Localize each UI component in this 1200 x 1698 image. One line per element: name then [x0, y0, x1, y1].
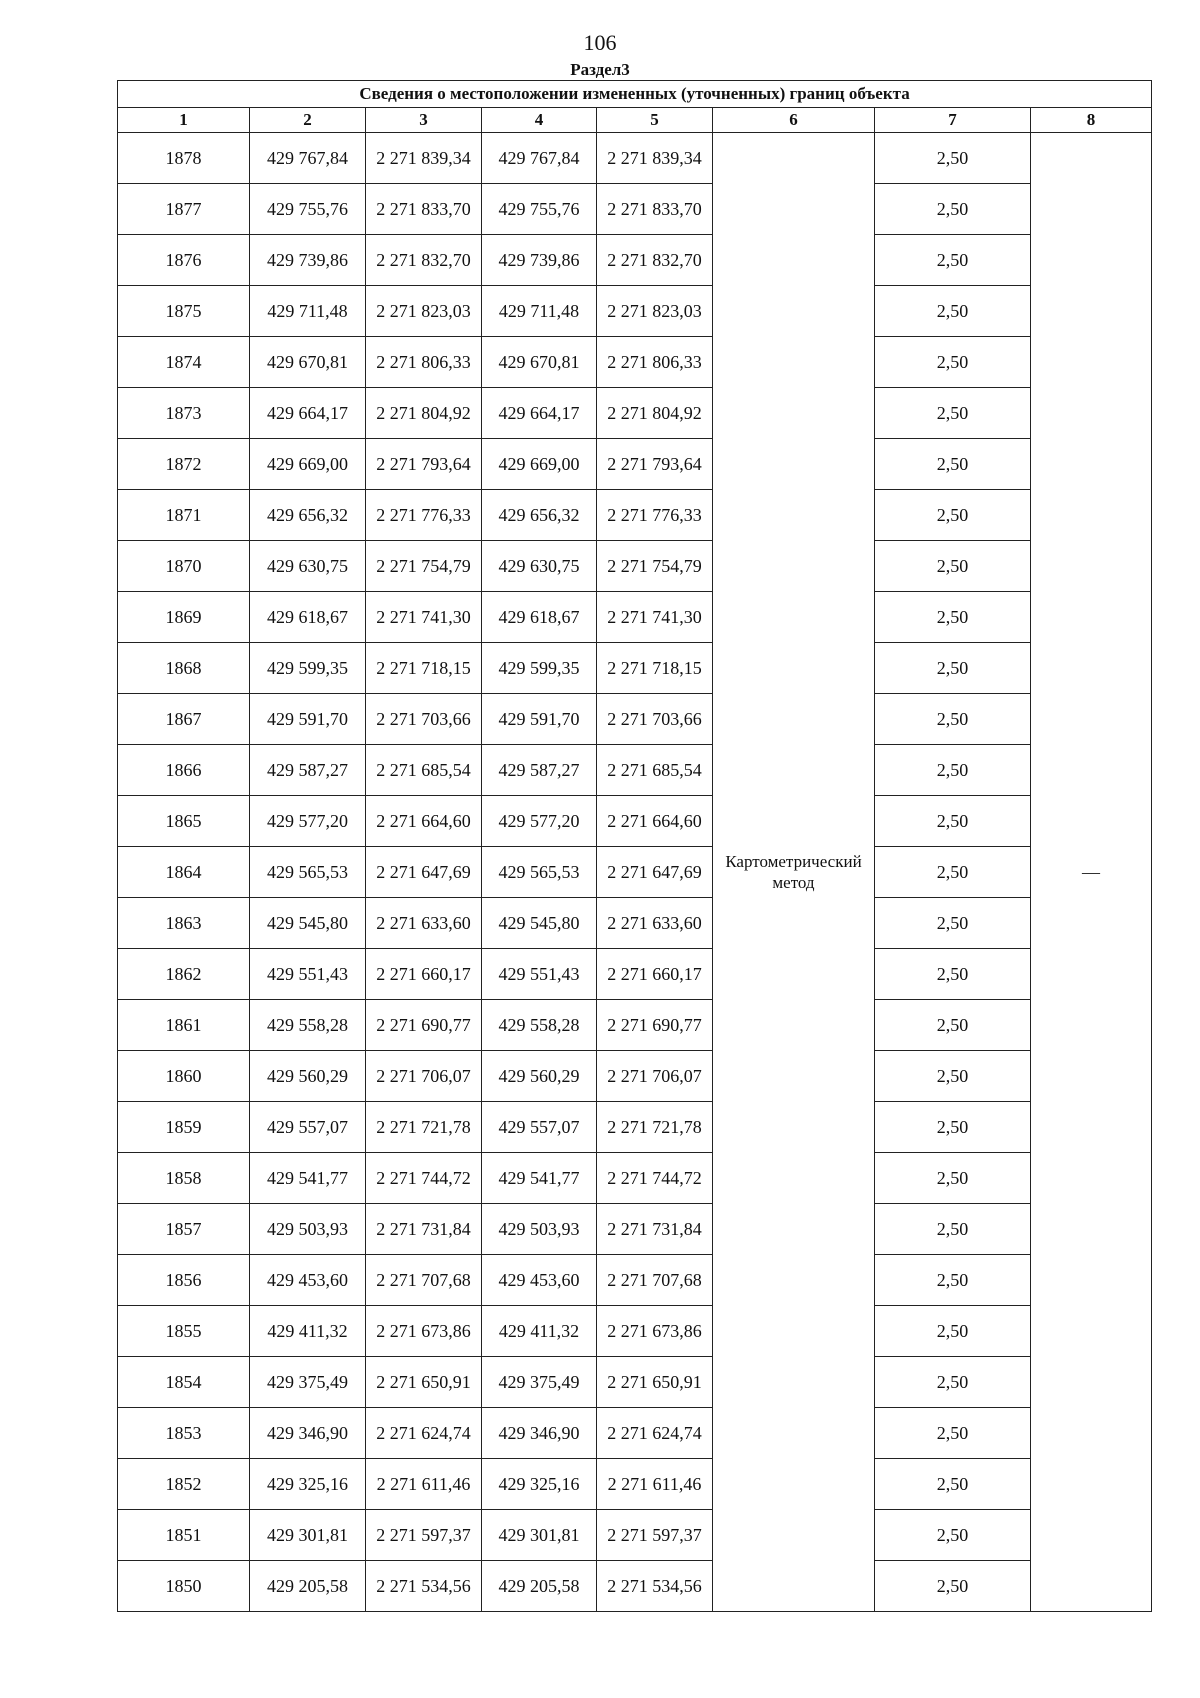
- point-number-cell: 1878: [118, 133, 250, 184]
- y-coordinate-cell: 2 271 647,69: [366, 847, 482, 898]
- table-row: [118, 949, 1152, 1000]
- y-coordinate-cell: 2 271 718,15: [366, 643, 482, 694]
- x-coordinate-cell: 429 767,84: [482, 133, 597, 184]
- table-row: [118, 439, 1152, 490]
- accuracy-cell: 2,50: [875, 1357, 1031, 1408]
- y-coordinate-cell: 2 271 624,74: [597, 1408, 713, 1459]
- accuracy-cell: 2,50: [875, 847, 1031, 898]
- point-number-cell: 1854: [118, 1357, 250, 1408]
- accuracy-cell: 2,50: [875, 1102, 1031, 1153]
- y-coordinate-cell: 2 271 741,30: [366, 592, 482, 643]
- y-coordinate-cell: 2 271 650,91: [597, 1357, 713, 1408]
- accuracy-cell: 2,50: [875, 1051, 1031, 1102]
- accuracy-cell: 2,50: [875, 541, 1031, 592]
- point-number-cell: 1872: [118, 439, 250, 490]
- x-coordinate-cell: 429 453,60: [482, 1255, 597, 1306]
- y-coordinate-cell: 2 271 534,56: [597, 1561, 713, 1612]
- y-coordinate-cell: 2 271 731,84: [366, 1204, 482, 1255]
- y-coordinate-cell: 2 271 664,60: [366, 796, 482, 847]
- accuracy-cell: 2,50: [875, 796, 1031, 847]
- x-coordinate-cell: 429 591,70: [482, 694, 597, 745]
- x-coordinate-cell: 429 346,90: [250, 1408, 366, 1459]
- accuracy-cell: 2,50: [875, 388, 1031, 439]
- accuracy-cell: 2,50: [875, 643, 1031, 694]
- table-caption-row: [118, 81, 1152, 108]
- x-coordinate-cell: 429 755,76: [250, 184, 366, 235]
- accuracy-cell: 2,50: [875, 235, 1031, 286]
- y-coordinate-cell: 2 271 690,77: [366, 1000, 482, 1051]
- table-row: [118, 745, 1152, 796]
- x-coordinate-cell: 429 325,16: [250, 1459, 366, 1510]
- point-number-cell: 1865: [118, 796, 250, 847]
- x-coordinate-cell: 429 618,67: [482, 592, 597, 643]
- x-coordinate-cell: 429 587,27: [250, 745, 366, 796]
- point-number-cell: 1855: [118, 1306, 250, 1357]
- y-coordinate-cell: 2 271 754,79: [366, 541, 482, 592]
- y-coordinate-cell: 2 271 823,03: [366, 286, 482, 337]
- x-coordinate-cell: 429 541,77: [482, 1153, 597, 1204]
- x-coordinate-cell: 429 767,84: [250, 133, 366, 184]
- point-number-cell: 1870: [118, 541, 250, 592]
- table-row: [118, 1102, 1152, 1153]
- point-number-cell: 1868: [118, 643, 250, 694]
- y-coordinate-cell: 2 271 673,86: [366, 1306, 482, 1357]
- table-row: [118, 643, 1152, 694]
- point-number-cell: 1875: [118, 286, 250, 337]
- y-coordinate-cell: 2 271 839,34: [366, 133, 482, 184]
- y-coordinate-cell: 2 271 707,68: [366, 1255, 482, 1306]
- y-coordinate-cell: 2 271 660,17: [366, 949, 482, 1000]
- y-coordinate-cell: 2 271 690,77: [597, 1000, 713, 1051]
- x-coordinate-cell: 429 205,58: [482, 1561, 597, 1612]
- x-coordinate-cell: 429 656,32: [482, 490, 597, 541]
- y-coordinate-cell: 2 271 793,64: [366, 439, 482, 490]
- x-coordinate-cell: 429 565,53: [250, 847, 366, 898]
- y-coordinate-cell: 2 271 597,37: [597, 1510, 713, 1561]
- x-coordinate-cell: 429 301,81: [250, 1510, 366, 1561]
- x-coordinate-cell: 429 551,43: [250, 949, 366, 1000]
- y-coordinate-cell: 2 271 721,78: [597, 1102, 713, 1153]
- table-row: [118, 337, 1152, 388]
- column-number: 8: [1031, 108, 1152, 133]
- table-row: [118, 133, 1152, 184]
- y-coordinate-cell: 2 271 624,74: [366, 1408, 482, 1459]
- y-coordinate-cell: 2 271 804,92: [597, 388, 713, 439]
- x-coordinate-cell: 429 577,20: [250, 796, 366, 847]
- table-row: [118, 898, 1152, 949]
- x-coordinate-cell: 429 375,49: [482, 1357, 597, 1408]
- column-number-row: [118, 108, 1152, 133]
- point-number-cell: 1861: [118, 1000, 250, 1051]
- y-coordinate-cell: 2 271 744,72: [597, 1153, 713, 1204]
- x-coordinate-cell: 429 669,00: [250, 439, 366, 490]
- method-cell: Картометрический метод: [713, 133, 875, 1612]
- y-coordinate-cell: 2 271 597,37: [366, 1510, 482, 1561]
- y-coordinate-cell: 2 271 806,33: [366, 337, 482, 388]
- y-coordinate-cell: 2 271 832,70: [366, 235, 482, 286]
- y-coordinate-cell: 2 271 706,07: [366, 1051, 482, 1102]
- table-row: [118, 541, 1152, 592]
- accuracy-cell: 2,50: [875, 490, 1031, 541]
- x-coordinate-cell: 429 577,20: [482, 796, 597, 847]
- column-number: 1: [118, 108, 250, 133]
- y-coordinate-cell: 2 271 664,60: [597, 796, 713, 847]
- point-number-cell: 1858: [118, 1153, 250, 1204]
- accuracy-cell: 2,50: [875, 1153, 1031, 1204]
- y-coordinate-cell: 2 271 806,33: [597, 337, 713, 388]
- x-coordinate-cell: 429 664,17: [250, 388, 366, 439]
- x-coordinate-cell: 429 346,90: [482, 1408, 597, 1459]
- table-caption: Сведения о местоположении измененных (уточненных) границ объекта: [118, 81, 1152, 108]
- y-coordinate-cell: 2 271 744,72: [366, 1153, 482, 1204]
- y-coordinate-cell: 2 271 650,91: [366, 1357, 482, 1408]
- x-coordinate-cell: 429 375,49: [250, 1357, 366, 1408]
- x-coordinate-cell: 429 755,76: [482, 184, 597, 235]
- y-coordinate-cell: 2 271 673,86: [597, 1306, 713, 1357]
- table-row: [118, 694, 1152, 745]
- x-coordinate-cell: 429 630,75: [250, 541, 366, 592]
- accuracy-cell: 2,50: [875, 949, 1031, 1000]
- table-row: [118, 1408, 1152, 1459]
- accuracy-cell: 2,50: [875, 184, 1031, 235]
- column-number: 5: [597, 108, 713, 133]
- point-number-cell: 1864: [118, 847, 250, 898]
- accuracy-cell: 2,50: [875, 439, 1031, 490]
- x-coordinate-cell: 429 670,81: [250, 337, 366, 388]
- boundary-coordinates-table: [117, 80, 1152, 1612]
- accuracy-cell: 2,50: [875, 1000, 1031, 1051]
- table-row: [118, 286, 1152, 337]
- x-coordinate-cell: 429 599,35: [250, 643, 366, 694]
- table-row: [118, 490, 1152, 541]
- x-coordinate-cell: 429 545,80: [482, 898, 597, 949]
- x-coordinate-cell: 429 551,43: [482, 949, 597, 1000]
- column-number: 6: [713, 108, 875, 133]
- x-coordinate-cell: 429 301,81: [482, 1510, 597, 1561]
- accuracy-cell: 2,50: [875, 1561, 1031, 1612]
- table-row: [118, 1459, 1152, 1510]
- x-coordinate-cell: 429 541,77: [250, 1153, 366, 1204]
- y-coordinate-cell: 2 271 721,78: [366, 1102, 482, 1153]
- accuracy-cell: 2,50: [875, 1255, 1031, 1306]
- point-number-cell: 1852: [118, 1459, 250, 1510]
- x-coordinate-cell: 429 669,00: [482, 439, 597, 490]
- x-coordinate-cell: 429 739,86: [482, 235, 597, 286]
- table-row: [118, 1204, 1152, 1255]
- y-coordinate-cell: 2 271 633,60: [597, 898, 713, 949]
- y-coordinate-cell: 2 271 685,54: [597, 745, 713, 796]
- x-coordinate-cell: 429 560,29: [250, 1051, 366, 1102]
- y-coordinate-cell: 2 271 741,30: [597, 592, 713, 643]
- table-row: [118, 388, 1152, 439]
- accuracy-cell: 2,50: [875, 898, 1031, 949]
- y-coordinate-cell: 2 271 776,33: [597, 490, 713, 541]
- y-coordinate-cell: 2 271 718,15: [597, 643, 713, 694]
- point-number-cell: 1867: [118, 694, 250, 745]
- y-coordinate-cell: 2 271 804,92: [366, 388, 482, 439]
- accuracy-cell: 2,50: [875, 1204, 1031, 1255]
- x-coordinate-cell: 429 411,32: [482, 1306, 597, 1357]
- point-number-cell: 1866: [118, 745, 250, 796]
- y-coordinate-cell: 2 271 703,66: [366, 694, 482, 745]
- x-coordinate-cell: 429 565,53: [482, 847, 597, 898]
- x-coordinate-cell: 429 558,28: [482, 1000, 597, 1051]
- page-number: 106: [583, 30, 617, 55]
- column-number: 7: [875, 108, 1031, 133]
- y-coordinate-cell: 2 271 647,69: [597, 847, 713, 898]
- accuracy-cell: 2,50: [875, 592, 1031, 643]
- y-coordinate-cell: 2 271 776,33: [366, 490, 482, 541]
- point-number-cell: 1863: [118, 898, 250, 949]
- y-coordinate-cell: 2 271 534,56: [366, 1561, 482, 1612]
- table-row: [118, 1000, 1152, 1051]
- point-number-cell: 1869: [118, 592, 250, 643]
- x-coordinate-cell: 429 558,28: [250, 1000, 366, 1051]
- point-number-cell: 1857: [118, 1204, 250, 1255]
- x-coordinate-cell: 429 739,86: [250, 235, 366, 286]
- x-coordinate-cell: 429 411,32: [250, 1306, 366, 1357]
- y-coordinate-cell: 2 271 823,03: [597, 286, 713, 337]
- table-row: [118, 1561, 1152, 1612]
- x-coordinate-cell: 429 591,70: [250, 694, 366, 745]
- y-coordinate-cell: 2 271 707,68: [597, 1255, 713, 1306]
- x-coordinate-cell: 429 670,81: [482, 337, 597, 388]
- x-coordinate-cell: 429 599,35: [482, 643, 597, 694]
- y-coordinate-cell: 2 271 754,79: [597, 541, 713, 592]
- table-row: [118, 1510, 1152, 1561]
- table-row: [118, 1051, 1152, 1102]
- section-title: Раздел3: [570, 60, 630, 79]
- x-coordinate-cell: 429 630,75: [482, 541, 597, 592]
- point-number-cell: 1856: [118, 1255, 250, 1306]
- column-number: 4: [482, 108, 597, 133]
- x-coordinate-cell: 429 545,80: [250, 898, 366, 949]
- point-number-cell: 1850: [118, 1561, 250, 1612]
- y-coordinate-cell: 2 271 839,34: [597, 133, 713, 184]
- point-number-cell: 1860: [118, 1051, 250, 1102]
- y-coordinate-cell: 2 271 703,66: [597, 694, 713, 745]
- x-coordinate-cell: 429 560,29: [482, 1051, 597, 1102]
- point-number-cell: 1873: [118, 388, 250, 439]
- accuracy-cell: 2,50: [875, 1459, 1031, 1510]
- table-row: [118, 1255, 1152, 1306]
- y-coordinate-cell: 2 271 611,46: [597, 1459, 713, 1510]
- y-coordinate-cell: 2 271 706,07: [597, 1051, 713, 1102]
- y-coordinate-cell: 2 271 611,46: [366, 1459, 482, 1510]
- x-coordinate-cell: 429 205,58: [250, 1561, 366, 1612]
- point-number-cell: 1877: [118, 184, 250, 235]
- accuracy-cell: 2,50: [875, 1408, 1031, 1459]
- table-row: [118, 592, 1152, 643]
- y-coordinate-cell: 2 271 685,54: [366, 745, 482, 796]
- y-coordinate-cell: 2 271 660,17: [597, 949, 713, 1000]
- accuracy-cell: 2,50: [875, 286, 1031, 337]
- x-coordinate-cell: 429 711,48: [482, 286, 597, 337]
- table-row: [118, 1306, 1152, 1357]
- accuracy-cell: 2,50: [875, 337, 1031, 388]
- x-coordinate-cell: 429 664,17: [482, 388, 597, 439]
- x-coordinate-cell: 429 503,93: [250, 1204, 366, 1255]
- point-number-cell: 1876: [118, 235, 250, 286]
- x-coordinate-cell: 429 325,16: [482, 1459, 597, 1510]
- x-coordinate-cell: 429 587,27: [482, 745, 597, 796]
- point-number-cell: 1862: [118, 949, 250, 1000]
- column-number: 2: [250, 108, 366, 133]
- y-coordinate-cell: 2 271 633,60: [366, 898, 482, 949]
- table-row: [118, 796, 1152, 847]
- accuracy-cell: 2,50: [875, 1510, 1031, 1561]
- accuracy-cell: 2,50: [875, 133, 1031, 184]
- point-number-cell: 1859: [118, 1102, 250, 1153]
- x-coordinate-cell: 429 618,67: [250, 592, 366, 643]
- table-row: [118, 847, 1152, 898]
- accuracy-cell: 2,50: [875, 694, 1031, 745]
- point-number-cell: 1871: [118, 490, 250, 541]
- y-coordinate-cell: 2 271 833,70: [597, 184, 713, 235]
- point-number-cell: 1851: [118, 1510, 250, 1561]
- accuracy-cell: 2,50: [875, 1306, 1031, 1357]
- y-coordinate-cell: 2 271 833,70: [366, 184, 482, 235]
- y-coordinate-cell: 2 271 731,84: [597, 1204, 713, 1255]
- point-number-cell: 1853: [118, 1408, 250, 1459]
- y-coordinate-cell: 2 271 832,70: [597, 235, 713, 286]
- x-coordinate-cell: 429 503,93: [482, 1204, 597, 1255]
- table-body: [118, 133, 1152, 1612]
- table-row: [118, 1153, 1152, 1204]
- accuracy-cell: 2,50: [875, 745, 1031, 796]
- point-number-cell: 1874: [118, 337, 250, 388]
- column-number: 3: [366, 108, 482, 133]
- column8-cell: —: [1031, 133, 1152, 1612]
- table-row: [118, 184, 1152, 235]
- x-coordinate-cell: 429 557,07: [482, 1102, 597, 1153]
- x-coordinate-cell: 429 711,48: [250, 286, 366, 337]
- x-coordinate-cell: 429 453,60: [250, 1255, 366, 1306]
- table-row: [118, 235, 1152, 286]
- table-row: [118, 1357, 1152, 1408]
- x-coordinate-cell: 429 656,32: [250, 490, 366, 541]
- y-coordinate-cell: 2 271 793,64: [597, 439, 713, 490]
- x-coordinate-cell: 429 557,07: [250, 1102, 366, 1153]
